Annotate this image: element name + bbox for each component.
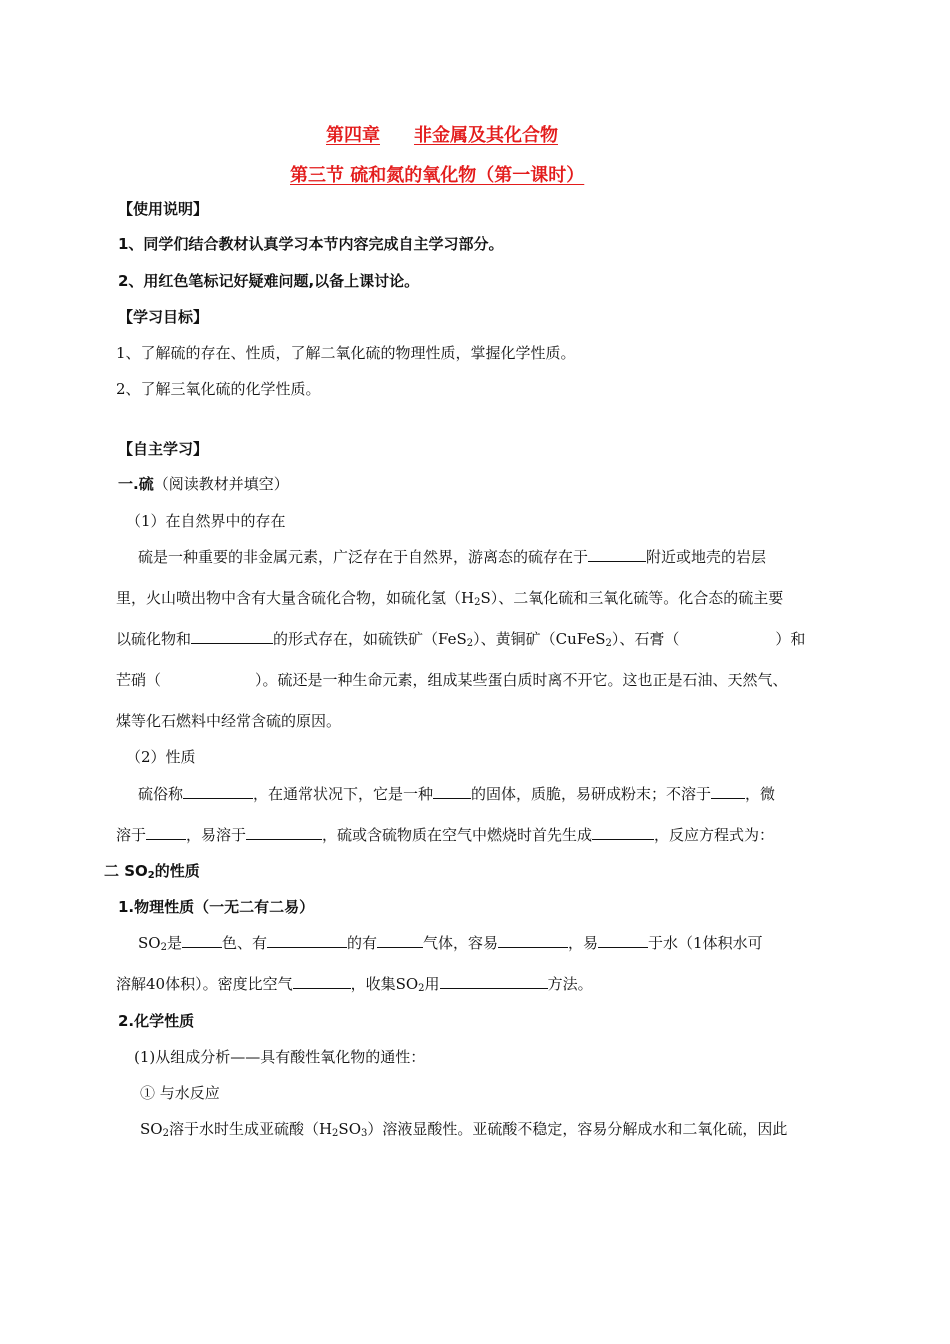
text-segment: 附近或地壳的岩层	[646, 548, 767, 566]
so2-heading	[104, 861, 200, 881]
text-segment: ）、黄铜矿（CuFeS	[473, 630, 606, 648]
text-segment: 溶于水时生成亚硫酸（H	[168, 1120, 333, 1138]
physical-props-heading: 1.物理性质（一无二有二易）	[118, 898, 315, 916]
chemical-props-heading: 2.化学性质	[118, 1012, 195, 1030]
sulfur-para-line-5: 煤等化石燃料中经常含硫的原因。	[116, 712, 342, 730]
text-segment: 的形式存在，如硫铁矿（FeS	[273, 630, 467, 648]
fill-blank[interactable]	[588, 547, 646, 562]
goals-item-2: 2、了解三氧化硫的化学性质。	[116, 380, 321, 398]
text-segment: ，微	[745, 785, 776, 803]
text-segment: 的有	[346, 934, 377, 952]
text-segment: 方法。	[547, 975, 593, 993]
sulfur-prop-line-2	[116, 825, 774, 845]
self-study-header: 【自主学习】	[118, 440, 209, 458]
subscript: 2	[162, 1128, 169, 1139]
fill-blank[interactable]	[146, 825, 186, 840]
text-segment: 芒硝（	[116, 671, 162, 689]
fill-blank[interactable]	[293, 974, 351, 989]
sulfur-sub-1: （1）在自然界中的存在	[126, 512, 286, 530]
fill-blank[interactable]	[182, 933, 222, 948]
section-title-text: 第三节 硫和氮的氧化物（第一课时）	[290, 165, 585, 186]
text-segment: 硫是一种重要的非金属元素，广泛存在于自然界，游离态的硫存在于	[138, 548, 589, 566]
text-segment: 溶解40体积）。密度比空气	[116, 975, 293, 993]
subscript: 2	[474, 597, 481, 608]
text-segment: ，反应方程式为：	[654, 826, 775, 844]
text-segment: ，易	[568, 934, 599, 952]
text-segment: 以硫化物和	[116, 630, 192, 648]
text-segment: SO	[140, 1120, 163, 1138]
text-segment: ，在通常状况下，它是一种	[253, 785, 434, 803]
chemical-props-item-1: ① 与水反应	[140, 1084, 220, 1102]
sulfur-heading	[118, 474, 289, 494]
text-segment: 的性质	[154, 862, 200, 880]
text-segment: 硫俗称	[138, 785, 184, 803]
fill-blank[interactable]	[267, 933, 347, 948]
sulfur-heading-note: （阅读教材并填空）	[153, 475, 289, 493]
sulfur-para-line-2	[116, 588, 783, 608]
chapter-number: 第四章	[326, 125, 380, 146]
sulfur-prop-line-1	[138, 784, 775, 804]
text-segment: 里，火山喷出物中含有大量含硫化合物，如硫化氢（H	[116, 589, 475, 607]
text-segment: ，收集SO	[350, 975, 419, 993]
sulfur-para-line-3	[116, 629, 805, 649]
fill-blank[interactable]	[191, 629, 273, 644]
text-segment: 的固体，质脆，易研成粉末；不溶于	[471, 785, 712, 803]
text-segment: ，硫或含硫物质在空气中燃烧时首先生成	[322, 826, 593, 844]
usage-header: 【使用说明】	[118, 200, 209, 218]
text-segment: 二 SO	[104, 862, 148, 880]
goals-item-1: 1、了解硫的存在、性质，了解二氧化硫的物理性质，掌握化学性质。	[116, 344, 576, 362]
sulfur-para-line-1	[138, 547, 766, 567]
so2-phys-line-2	[116, 974, 593, 994]
text-segment: 于水（1体积水可	[648, 934, 763, 952]
fill-blank[interactable]	[246, 825, 322, 840]
chapter-name: 非金属及其化合物	[414, 125, 558, 146]
fill-blank[interactable]	[598, 933, 648, 948]
goals-header: 【学习目标】	[118, 308, 209, 326]
chapter-title	[326, 126, 558, 146]
text-segment: 用	[424, 975, 440, 993]
text-segment: S）、二氧化硫和三氧化硫等。化合态的硫主要	[480, 589, 784, 607]
text-segment: 溶于	[116, 826, 147, 844]
sulfur-heading-bold: 一.硫	[118, 475, 154, 493]
subscript: 2	[418, 983, 425, 994]
sulfur-para-line-4	[116, 670, 788, 690]
subscript: 2	[332, 1128, 339, 1139]
text-segment: 是	[166, 934, 182, 952]
fill-blank[interactable]	[377, 933, 423, 948]
fill-blank[interactable]	[440, 974, 548, 989]
text-segment: SO	[138, 934, 161, 952]
text-segment: ）和	[775, 630, 806, 648]
fill-blank[interactable]	[592, 825, 654, 840]
fill-blank[interactable]	[433, 784, 471, 799]
text-segment: 色、有	[221, 934, 267, 952]
usage-item-2: 2、用红色笔标记好疑难问题,以备上课讨论。	[118, 272, 420, 290]
sulfur-sub-2: （2）性质	[126, 748, 196, 766]
fill-blank[interactable]	[498, 933, 568, 948]
subscript: 2	[160, 942, 167, 953]
chemical-props-sub-1: (1)从组成分析——具有酸性氧化物的通性：	[134, 1048, 426, 1066]
fill-blank[interactable]	[711, 784, 745, 799]
section-title	[290, 166, 584, 186]
so2-water-line	[140, 1119, 787, 1139]
subscript: 3	[361, 1128, 368, 1139]
subscript: 2	[147, 870, 155, 881]
text-segment: ）。硫还是一种生命元素，组成某些蛋白质时离不开它。这也正是石油、天然气、	[255, 671, 788, 689]
usage-item-1: 1、同学们结合教材认真学习本节内容完成自主学习部分。	[118, 235, 504, 253]
text-segment: ，易溶于	[186, 826, 247, 844]
subscript: 2	[605, 638, 612, 649]
subscript: 2	[466, 638, 474, 649]
text-segment: 气体，容易	[423, 934, 499, 952]
text-segment: SO	[338, 1120, 361, 1138]
so2-phys-line-1	[138, 933, 763, 953]
text-segment: ）溶液显酸性。亚硫酸不稳定，容易分解成水和二氧化硫，因此	[367, 1120, 788, 1138]
text-segment: ）、石膏（	[611, 630, 680, 648]
fill-blank[interactable]	[183, 784, 253, 799]
